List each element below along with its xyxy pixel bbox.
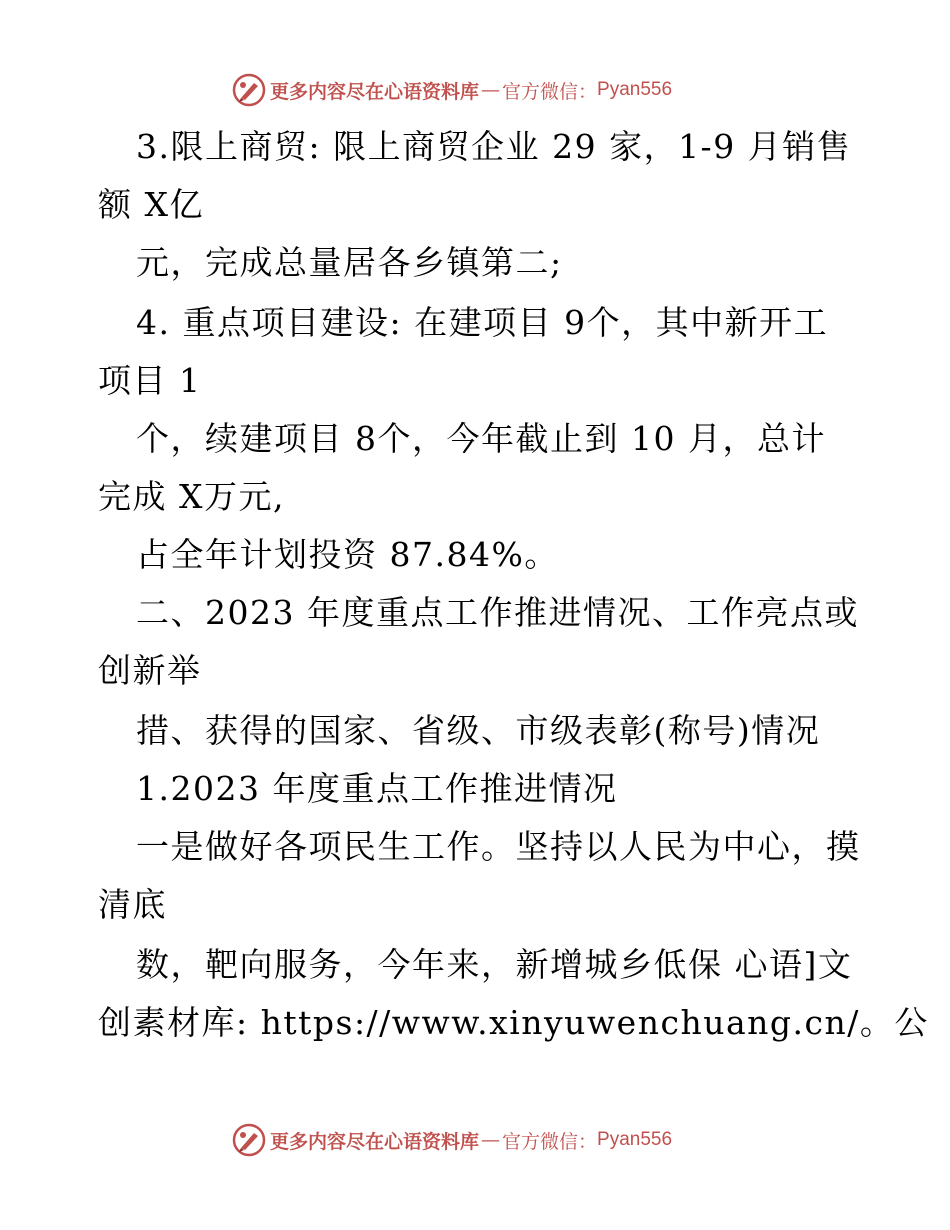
pen-logo-icon xyxy=(232,1123,266,1157)
text-line: 数，靶向服务，今年来，新增城乡低保 心语]文 xyxy=(136,945,853,984)
text-line: 额 X亿 xyxy=(98,185,204,224)
text-line: 1.2023 年度重点工作推进情况 xyxy=(136,769,618,808)
watermark-separator: — xyxy=(481,1129,501,1151)
text-line: 清底 xyxy=(98,885,167,924)
text-line: 二、2023 年度重点工作推进情况、工作亮点或 xyxy=(136,593,859,632)
watermark-wechat-label: 官方微信： xyxy=(502,80,598,103)
footer-watermark xyxy=(232,1122,672,1158)
watermark-wechat-id: Pyan556 xyxy=(597,1129,673,1150)
watermark-wechat-label: 官方微信： xyxy=(502,1130,598,1153)
watermark-site-text: 更多内容尽在心语资料库 xyxy=(270,1130,480,1153)
text-line: 一是做好各项民生工作。坚持以人民为中心，摸 xyxy=(136,827,861,866)
header-watermark xyxy=(232,72,672,108)
watermark-separator: — xyxy=(481,79,501,101)
text-line: 创新举 xyxy=(98,651,202,690)
text-line: 措、获得的国家、省级、市级表彰(称号)情况 xyxy=(136,711,821,750)
watermark-wechat-id: Pyan556 xyxy=(597,79,673,100)
text-line: 创素材库: https://www.xinyuwenchuang.cn/。公 xyxy=(98,1003,929,1042)
text-line: 个，续建项目 8个，今年截止到 10 月，总计 xyxy=(136,419,826,458)
text-line: 占全年计划投资 87.84%。 xyxy=(136,535,559,574)
text-line: 4. 重点项目建设: 在建项目 9个，其中新开工 xyxy=(136,303,829,342)
text-line: 3.限上商贸: 限上商贸企业 29 家，1-9 月销售 xyxy=(136,127,852,166)
text-line: 项目 1 xyxy=(98,361,202,400)
text-line: 完成 X万元, xyxy=(98,477,285,516)
pen-logo-icon xyxy=(232,73,266,107)
text-line: 元，完成总量居各乡镇第二; xyxy=(136,243,563,282)
watermark-site-text: 更多内容尽在心语资料库 xyxy=(270,80,480,103)
